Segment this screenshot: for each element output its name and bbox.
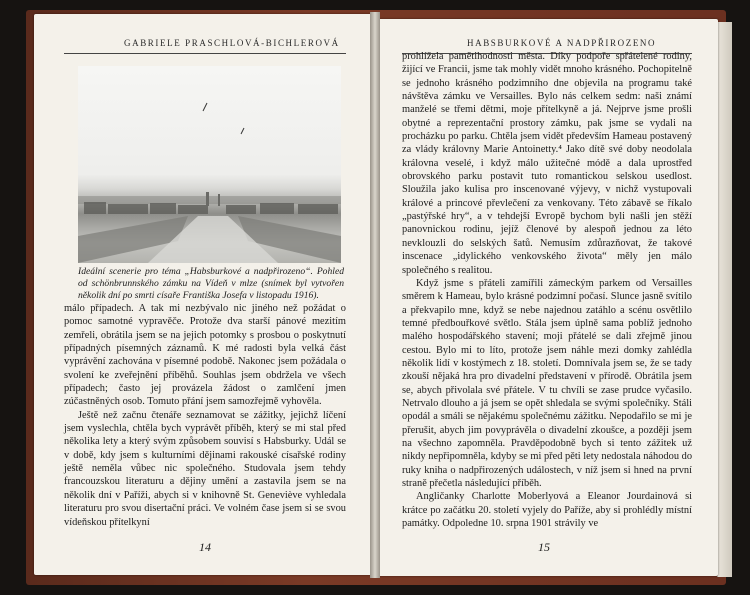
paragraph: Angličanky Charlotte Moberlyová a Eleanor Jourdainová si krátce po začátku 20. století vyjely do Paříže, aby si prohlédly místní památky. Odpoledne 10. srpna 1901 strávily ve <box>402 491 692 530</box>
right-running-head: HABSBURKOVÉ A NADPŘIROZENO <box>467 38 657 48</box>
book-gutter <box>370 12 380 578</box>
left-head-rule <box>64 53 346 54</box>
paragraph: Ještě než začnu čtenáře seznamovat se zážitky, jejichž líčení jsem vyslechla, chtěla bych vyprávět příběh, který se mi stal před několika lety a který svým způsobem souvisí s Habsburky. Udál se v době, kdy jsem s kulturními dějinami rakouské císařské rodiny ještě neměla vůbec nic společného. Studovala jsem tehdy francouzskou literaturu a dějiny umění a zastavila jsem se na několik dní v Paříži, abych si v knihovně St. Geneviève vyhledala literaturu pro svou disertační práci. Ve volném čase jsem si se svou vídeňskou přítelkyní <box>64 409 346 528</box>
photo-caption: Ideální scenerie pro téma „Habsburkové a nadpřirozeno“. Pohled od schönbrunnského zámku na Vídeň v mlze (snímek byl vytvořen několik dní po smrti císaře Františka Josefa v listopadu 1916). <box>78 266 344 301</box>
paragraph: Když jsme s přáteli zamířili zámeckým parkem od Versailles směrem k Hameau, bylo krásné podzimní počasí. Slunce jasně svítilo a překvapilo mne, když se nebe najednou zatáhlo a scénu osvětlilo temné předbouřkové světlo. Stála jsem úplně sama poblíž jednoho malého hospodářského stavení; moji přátelé se dali zřejmě jinou cestou. Bylo mi to líto, protože jsem náhle mezi domky zahlédla několik lidí v kostýmech z 18. století. Domnívala jsem se, že se tady zkouší nějaká hra pro divadelní představení v přírodě. Obrátila jsem se, abych přivolala své přátele. V tu chvíli se zase prudce vyčasilo. Netrvalo dlouho a já jsem se opět shledala se svými společníky. Stáli opodál a smáli se nějakému společnému zážitku. Nepodařilo se mi je přerušit, abych jim povyprávěla o divadelní zkoušce, a později jsem na všechno zapomněla. Pravděpodobně bych si tento zážitek už nikdy nepřipomněla, kdyby se mi před pěti lety nedostala náhodou do ruky kniha o nadpřirozených událostech, v níž jsem si hned na první straně přečetla následující příběh. <box>402 277 693 489</box>
left-body-text <box>64 302 346 529</box>
left-page-number: 14 <box>199 540 211 554</box>
right-page-number: 15 <box>538 540 550 554</box>
page-block-edge <box>717 22 732 577</box>
paragraph: málo případech. A tak mi nezbývalo nic jiného než požádat o pomoc samotné vypravěče. Protože dva starší pánové mezitím zemřeli, obrátila jsem se na jejich potomky s prosbou o poskytnutí případných písemných záznamů. K mé radosti byla velká část vyprávění zachována v písemné podobě. Nakonec jsem požádala o svolení ke zveřejnění příběhů. Souhlas jsem obdržela ve všech případech; často jej provázela žádost o zamlčení jmen zúčastněných osob. Tomuto přání jsem samozřejmě vyhověla. <box>64 303 346 408</box>
schonbrunn-fog-photo <box>78 66 341 263</box>
paragraph: prohlížela pamětihodnosti města. Díky podpoře spřátelené rodiny, žijící ve Francii, jsme tak mohly vidět mnoho krásného. Pochopitelně se jednoho krásného podzimního dne objevila na programu také návštěva zámku ve Versailles. Bylo nás celkem sedm: naši známí manželé se třemi dětmi, moje přítelkyně a já. Nejprve jsme prošli obytné a reprezentační prostory zámku, pak jsme se vydali na procházku po parku. Chtěla jsem vidět především Hameau postavený za vlády královny Marie Antoinetty.⁴ Jako dítě své doby neodolala královna veselé, i když málo užitečné módě a dala uprostřed obrovského parku postavit tuto romantickou selskou usedlost. Sloužila jako kulisa pro inscenované výjevy, v nichž vystupovali králové a princové převlečení za venkovany. Této zábavě se říkalo „pastýřské hry“, a v tehdejší Evropě bychom byli našli jen stěží panovnickou rodinu, jejíž členové by alespoň jednou za léto nevklouzli do selských šatů. Nemusím zdůrazňovat, že takové inscenace „idylického venkovského života“ měly jen málo společného s realitou. <box>402 51 692 276</box>
right-body-text <box>402 50 692 530</box>
left-running-head: GABRIELE PRASCHLOVÁ-BICHLEROVÁ <box>124 38 340 48</box>
